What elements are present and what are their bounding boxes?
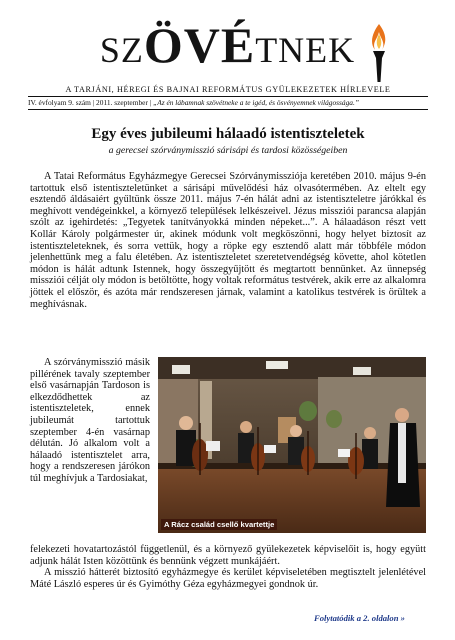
masthead xyxy=(0,0,455,86)
article-body-bottom xyxy=(30,544,426,590)
paragraph: A misszió hátterét biztosító egyházmegye és kerület képviseletében megtisztelt jelenlétével Máté László esperes úr és Gyimóthy Géza egyházmegyei gondnok úr. xyxy=(30,567,426,590)
torch-icon xyxy=(367,22,391,84)
photo-illustration xyxy=(158,357,426,533)
continued-link[interactable]: Folytatódik a 2. oldalon » xyxy=(314,613,405,623)
paragraph: A szórványmisszió másik pillérének tavaly szeptember első vasárnapján Tardoson is elkezdődhettek az istentiszteletek, ennek jubileumát tartottuk szeptember 4-én vasárnap délután. Jó alkalom volt a hálaadó istentisztelet arra, hogy a rendszeresen járókon túl meghívjuk a Tardosiakat, xyxy=(30,357,150,484)
article-body-column xyxy=(30,357,150,485)
paragraph: A Tatai Református Egyházmegye Gerecsei Szórványmissziója keretében 2010. május 9-én tartottuk első istentiszteletünket a sárisápi művelődési ház olvasótermében. Az eltelt egy esztendő áldásaiért gyűltünk össze 2011. május 7-én hálát adni az istentiszteletre járókkal és meghívott vendégeinkkel, a környező települések lelkészeivel. Jézus missziói parancsa alapján szólt az igehirdetés: „Tegyetek tanítványokká minden népeket...”. A hálaadáson részt vett Kollár Károly polgármester úr, akinek módunk volt megköszönni, hogy helyet biztosít az istentiszteleteknek, és sorra vettük, hogy a röpke egy esztendő alatt már többféle módon jelenhettünk meg a falu életében. Az istentiszteletet szeretetvendégség követte, ahol kötetlen módon is hálát adtunk Istennek, hogy összegyűjtött és megtartott bennünket. Az ünnepség missziói célját oly módon is betöltötte, hogy voltak református testvérek, akik erre az alkalomra jöttek el először, és azóta már rendszeresen járnak, valamint a katolikus testvérek is örültek a meghívásnak. xyxy=(30,171,426,310)
article-body-top xyxy=(30,171,426,310)
divider xyxy=(28,109,428,110)
issue-line xyxy=(28,98,428,107)
quartet-photo xyxy=(158,357,426,533)
motto: „Az én lábamnak szövétneke a te igéd, és ösvényemnek világossága.” xyxy=(153,98,359,107)
logo-prefix: SZ xyxy=(99,30,144,70)
photo-caption: A Rácz család csellő kvartettje xyxy=(161,519,277,530)
article-subtitle: a gerecsei szórványmisszió sárisápi és tardosi közösségeiben xyxy=(108,145,348,156)
newsletter-subtitle: A TARJÁNI, HÉREGI ÉS BAJNAI REFORMÁTUS GYÜLEKEZETEK HÍRLEVELE xyxy=(65,85,391,94)
logo-mid: ÖVÉ xyxy=(143,17,256,73)
article-title: Egy éves jubileumi hálaadó istentiszteletek xyxy=(91,126,365,142)
paragraph: felekezeti hovatartozástól függetlenül, és a környező gyülekezetek képviselőit is, hogy együtt adjunk hálát Isten közöttünk és bennünk végzett munkájáért. xyxy=(30,544,426,567)
issue-info: IV. évfolyam 9. szám | 2011. szeptember | xyxy=(28,98,152,107)
divider xyxy=(28,96,428,97)
logo-suffix: TNEK xyxy=(255,30,356,70)
